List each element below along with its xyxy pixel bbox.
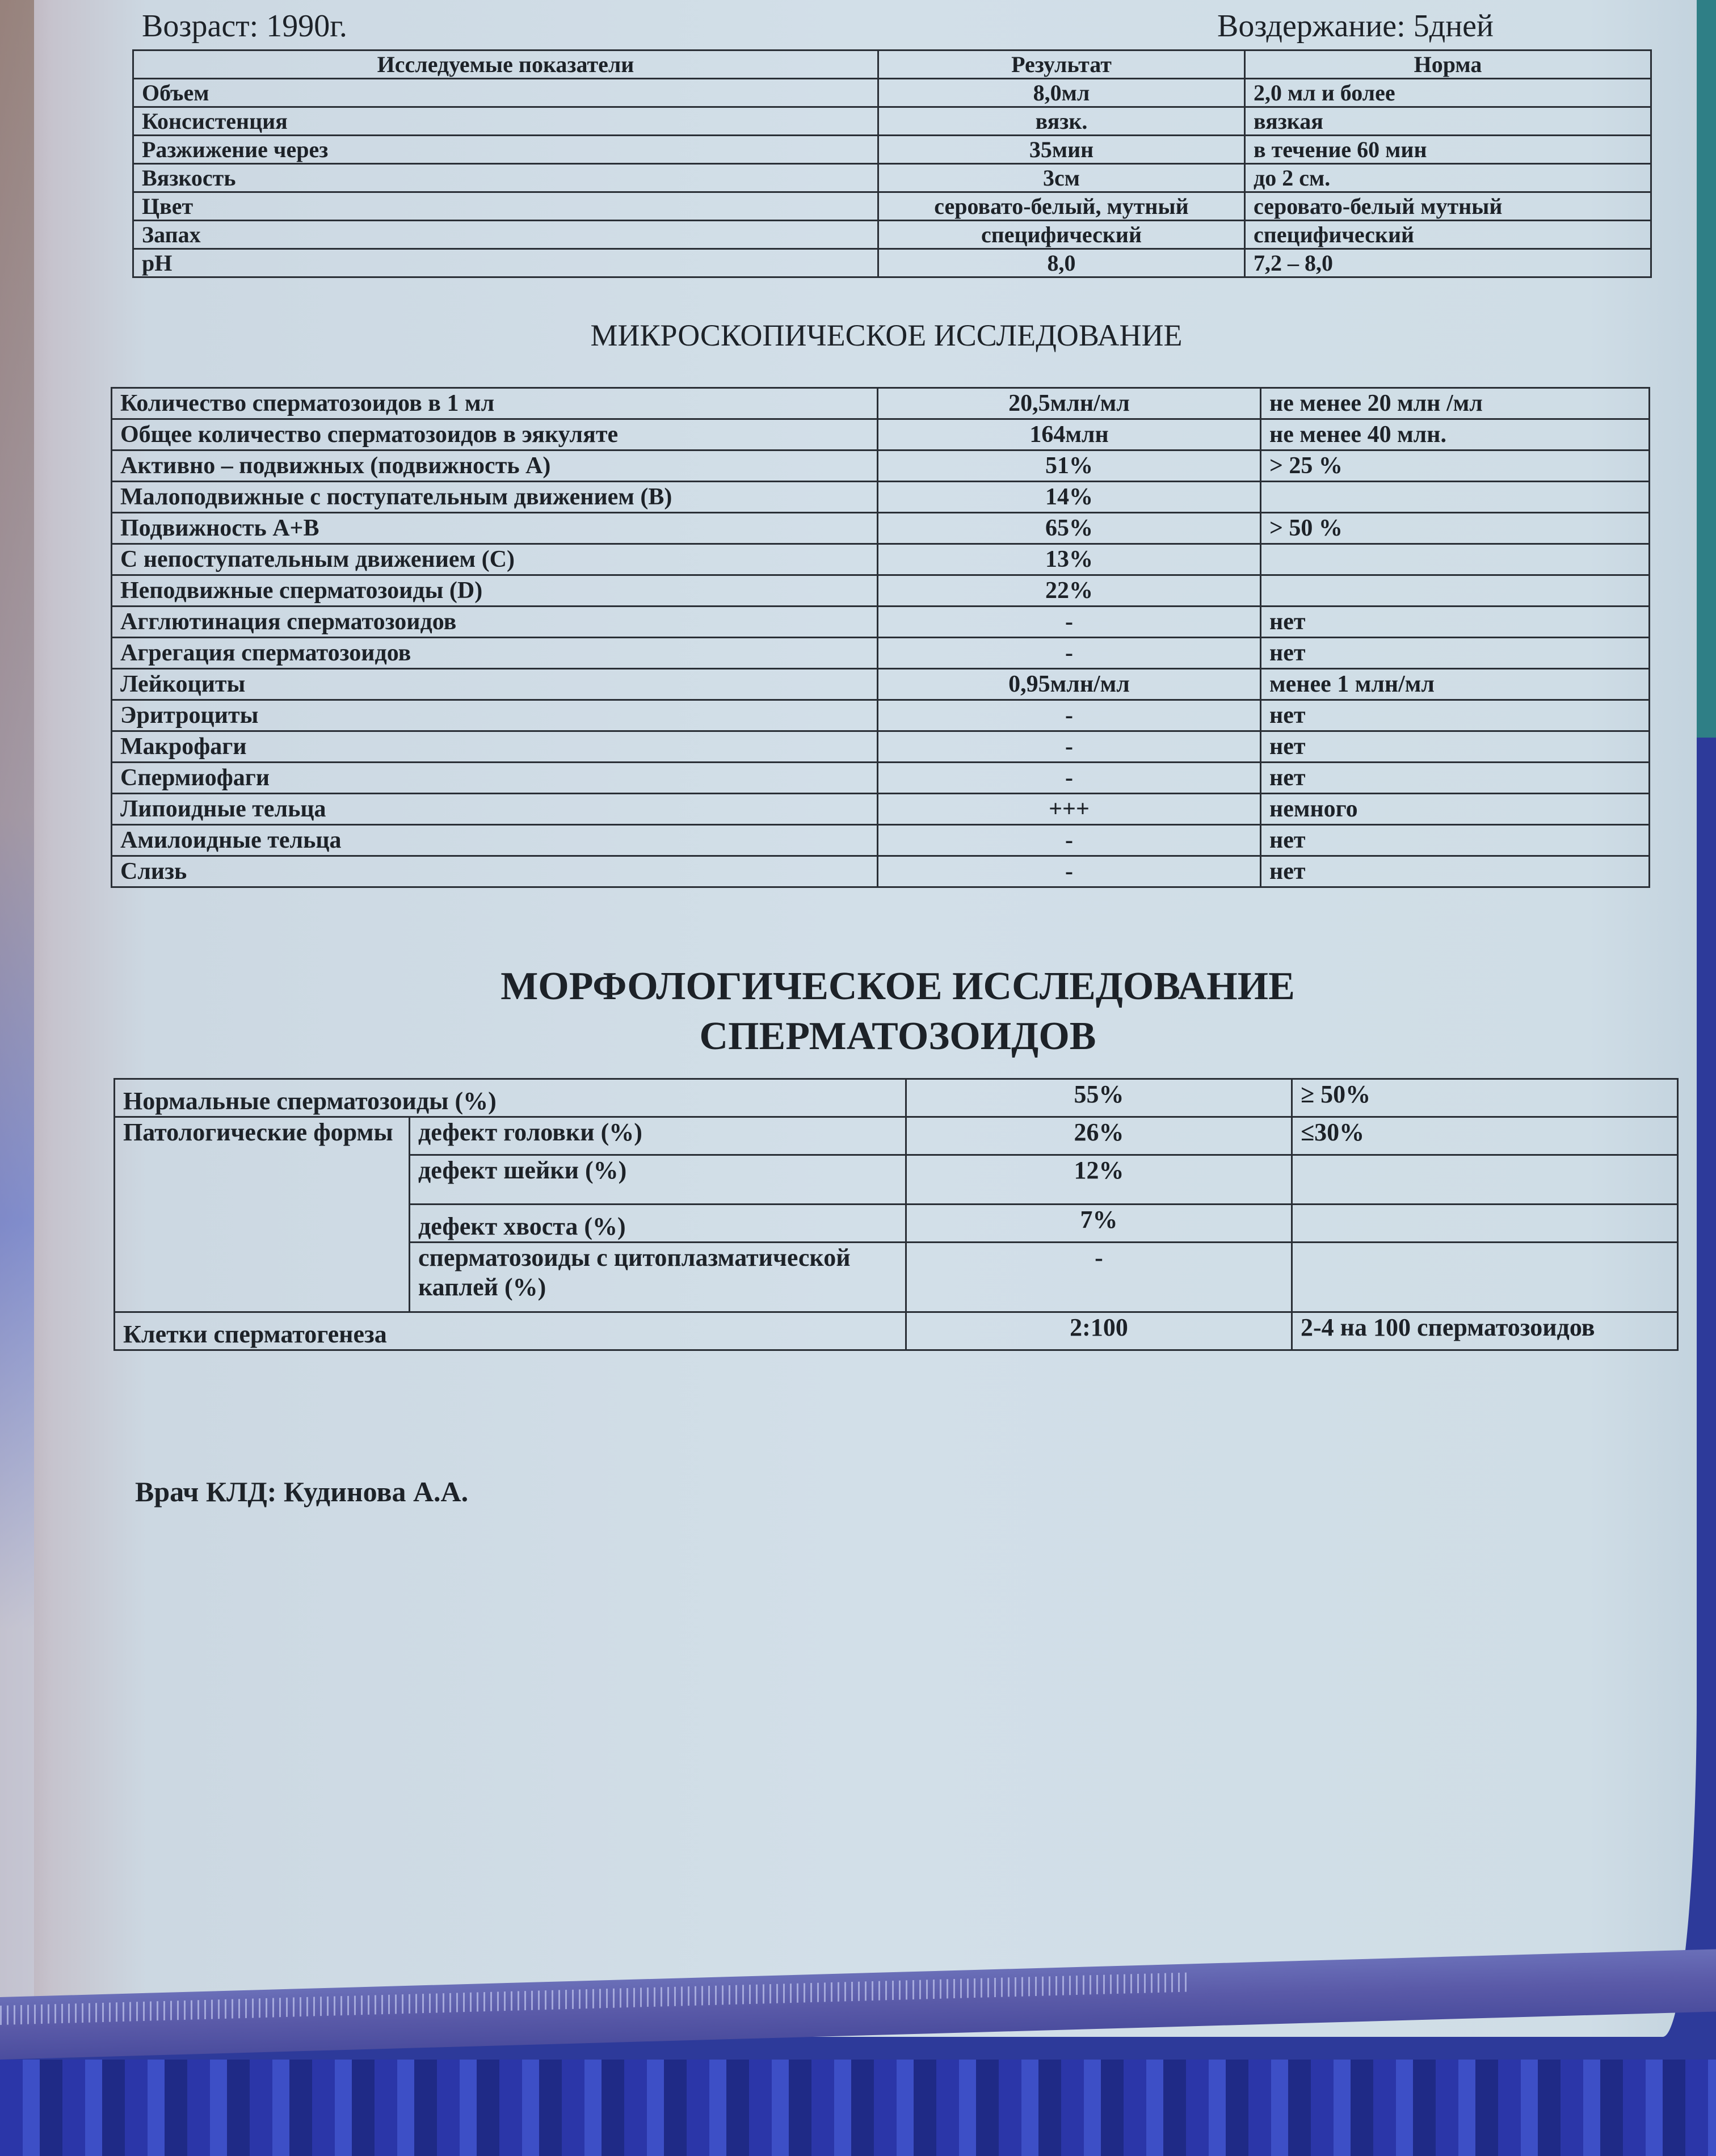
table-row bbox=[133, 221, 1651, 249]
row-norm bbox=[1261, 575, 1650, 607]
row-label: Эритроциты bbox=[112, 700, 878, 731]
row-result: 51% bbox=[878, 450, 1261, 482]
row-norm: нет bbox=[1261, 763, 1650, 794]
row-norm bbox=[1292, 1243, 1678, 1312]
table-row bbox=[112, 388, 1650, 419]
microscopic-table bbox=[111, 387, 1650, 888]
table-row bbox=[112, 482, 1650, 513]
column-header-norm: Норма bbox=[1245, 50, 1651, 79]
row-label: Слизь bbox=[112, 856, 878, 887]
row-label: Клетки сперматогенеза bbox=[115, 1312, 906, 1350]
row-norm: ≤30% bbox=[1292, 1117, 1678, 1155]
table-row bbox=[112, 607, 1650, 638]
morphology-section-title bbox=[0, 962, 1716, 1062]
table-row bbox=[133, 249, 1651, 277]
row-result: - bbox=[878, 638, 1261, 669]
row-norm: до 2 см. bbox=[1245, 164, 1651, 192]
table-row bbox=[112, 544, 1650, 575]
doctor-signature: Врач КЛД: Кудинова А.А. bbox=[135, 1476, 469, 1507]
macroscopic-table bbox=[132, 49, 1652, 278]
row-norm: нет bbox=[1261, 856, 1650, 887]
row-result: 0,95млн/мл bbox=[878, 669, 1261, 700]
row-result: 8,0 bbox=[878, 249, 1245, 277]
row-result: 2:100 bbox=[906, 1312, 1292, 1350]
row-label: Активно – подвижных (подвижность А) bbox=[112, 450, 878, 482]
row-label: pH bbox=[133, 249, 878, 277]
row-norm: немного bbox=[1261, 794, 1650, 825]
row-label: Общее количество сперматозоидов в эякуляте bbox=[112, 419, 878, 450]
row-norm: > 25 % bbox=[1261, 450, 1650, 482]
background-carpet bbox=[0, 2060, 1716, 2156]
row-result: 55% bbox=[906, 1079, 1292, 1117]
row-norm: нет bbox=[1261, 607, 1650, 638]
row-result: 3см bbox=[878, 164, 1245, 192]
row-label: Агглютинация сперматозоидов bbox=[112, 607, 878, 638]
row-label: Спермиофаги bbox=[112, 763, 878, 794]
row-result: - bbox=[878, 825, 1261, 856]
morphology-table bbox=[113, 1078, 1679, 1351]
morphology-title-line-1: МОРФОЛОГИЧЕСКОЕ ИССЛЕДОВАНИЕ bbox=[500, 965, 1295, 1008]
table-row bbox=[115, 1312, 1678, 1350]
microscopic-section-title: МИКРОСКОПИЧЕСКОЕ ИССЛЕДОВАНИЕ bbox=[590, 318, 1183, 352]
column-header-parameter: Исследуемые показатели bbox=[133, 50, 878, 79]
row-norm: нет bbox=[1261, 731, 1650, 763]
row-norm: 2-4 на 100 сперматозоидов bbox=[1292, 1312, 1678, 1350]
table-row bbox=[112, 513, 1650, 544]
table-row bbox=[112, 638, 1650, 669]
row-result: - bbox=[878, 731, 1261, 763]
row-norm: > 50 % bbox=[1261, 513, 1650, 544]
row-norm: менее 1 млн/мл bbox=[1261, 669, 1650, 700]
row-norm: 2,0 мл и более bbox=[1245, 79, 1651, 107]
row-norm: в течение 60 мин bbox=[1245, 136, 1651, 164]
row-norm bbox=[1261, 544, 1650, 575]
row-label: сперматозоиды с цитоплазматической каплей (%) bbox=[410, 1243, 906, 1312]
table-row bbox=[112, 700, 1650, 731]
table-row bbox=[133, 164, 1651, 192]
row-result: 20,5млн/мл bbox=[878, 388, 1261, 419]
column-header-result: Результат bbox=[878, 50, 1245, 79]
row-norm bbox=[1292, 1205, 1678, 1243]
age-label: Возраст: 1990г. bbox=[142, 9, 347, 44]
row-label: Вязкость bbox=[133, 164, 878, 192]
row-label: Консистенция bbox=[133, 107, 878, 136]
row-label: дефект шейки (%) bbox=[410, 1155, 906, 1205]
row-result: 26% bbox=[906, 1117, 1292, 1155]
row-label: Количество сперматозоидов в 1 мл bbox=[112, 388, 878, 419]
row-norm: специфический bbox=[1245, 221, 1651, 249]
row-norm: вязкая bbox=[1245, 107, 1651, 136]
row-result: серовато-белый, мутный bbox=[878, 192, 1245, 221]
row-label: Лейкоциты bbox=[112, 669, 878, 700]
table-row bbox=[112, 575, 1650, 607]
table-row bbox=[115, 1079, 1678, 1117]
table-row bbox=[133, 136, 1651, 164]
row-label: С непоступательным движением (С) bbox=[112, 544, 878, 575]
row-result: вязк. bbox=[878, 107, 1245, 136]
row-norm: ≥ 50% bbox=[1292, 1079, 1678, 1117]
table-row bbox=[112, 450, 1650, 482]
table-row bbox=[112, 763, 1650, 794]
table-row bbox=[133, 107, 1651, 136]
table-row bbox=[133, 79, 1651, 107]
table-row bbox=[112, 731, 1650, 763]
row-label: Макрофаги bbox=[112, 731, 878, 763]
row-label: Агрегация сперматозоидов bbox=[112, 638, 878, 669]
row-result: 164млн bbox=[878, 419, 1261, 450]
table-row bbox=[133, 192, 1651, 221]
pathological-forms-label: Патологические формы bbox=[115, 1117, 410, 1312]
row-result: - bbox=[878, 700, 1261, 731]
row-norm: нет bbox=[1261, 638, 1650, 669]
row-label: Разжижение через bbox=[133, 136, 878, 164]
row-label: Неподвижные сперматозоиды (D) bbox=[112, 575, 878, 607]
row-norm: не менее 40 млн. bbox=[1261, 419, 1650, 450]
row-result: специфический bbox=[878, 221, 1245, 249]
row-label: Цвет bbox=[133, 192, 878, 221]
table-row bbox=[115, 1117, 1678, 1155]
row-label: Подвижность А+В bbox=[112, 513, 878, 544]
table-row bbox=[112, 669, 1650, 700]
row-label: Амилоидные тельца bbox=[112, 825, 878, 856]
row-label: Липоидные тельца bbox=[112, 794, 878, 825]
row-result: - bbox=[878, 856, 1261, 887]
abstinence-label: Воздержание: 5дней bbox=[1217, 9, 1494, 44]
row-label: Объем bbox=[133, 79, 878, 107]
row-norm: 7,2 – 8,0 bbox=[1245, 249, 1651, 277]
row-label: Запах bbox=[133, 221, 878, 249]
row-result: 35мин bbox=[878, 136, 1245, 164]
row-result: - bbox=[878, 763, 1261, 794]
row-norm: серовато-белый мутный bbox=[1245, 192, 1651, 221]
row-label: Нормальные сперматозоиды (%) bbox=[115, 1079, 906, 1117]
row-label: Малоподвижные с поступательным движением (В) bbox=[112, 482, 878, 513]
table-header-row bbox=[133, 50, 1651, 79]
table-row bbox=[112, 419, 1650, 450]
row-result: 12% bbox=[906, 1155, 1292, 1205]
row-result: 7% bbox=[906, 1205, 1292, 1243]
row-label: дефект хвоста (%) bbox=[410, 1205, 906, 1243]
morphology-title-line-2: СПЕРМАТОЗОИДОВ bbox=[699, 1014, 1096, 1058]
row-result: 8,0мл bbox=[878, 79, 1245, 107]
row-norm: нет bbox=[1261, 700, 1650, 731]
table-row bbox=[112, 856, 1650, 887]
row-result: 13% bbox=[878, 544, 1261, 575]
row-norm bbox=[1292, 1155, 1678, 1205]
row-result: - bbox=[906, 1243, 1292, 1312]
table-row bbox=[112, 825, 1650, 856]
row-result: 22% bbox=[878, 575, 1261, 607]
row-result: - bbox=[878, 607, 1261, 638]
row-norm bbox=[1261, 482, 1650, 513]
row-result: 14% bbox=[878, 482, 1261, 513]
row-norm: нет bbox=[1261, 825, 1650, 856]
row-label: дефект головки (%) bbox=[410, 1117, 906, 1155]
table-row bbox=[112, 794, 1650, 825]
row-result: 65% bbox=[878, 513, 1261, 544]
row-norm: не менее 20 млн /мл bbox=[1261, 388, 1650, 419]
row-result: +++ bbox=[878, 794, 1261, 825]
